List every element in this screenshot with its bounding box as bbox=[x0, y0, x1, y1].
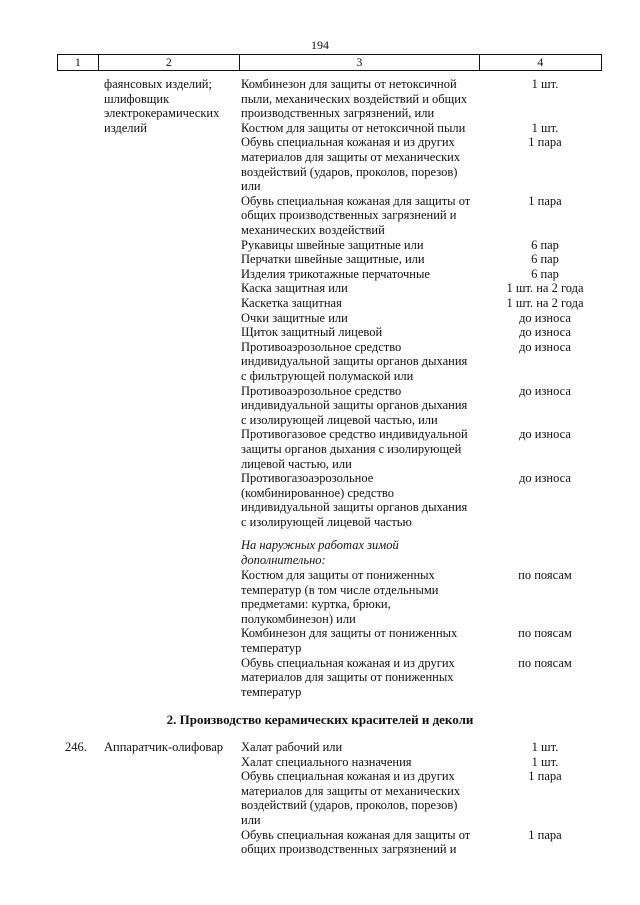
item-description-line: с изолирующей лицевой частью, или bbox=[241, 412, 438, 427]
item-description bbox=[241, 77, 486, 121]
header-col-1: 1 bbox=[58, 55, 99, 70]
item-description-line: материалов для защиты от пониженных bbox=[241, 670, 454, 685]
item-quantity: 1 пара bbox=[528, 827, 562, 842]
item-description-line: Противогазоаэрозольное bbox=[241, 471, 374, 486]
table-header bbox=[57, 54, 602, 71]
item-description-line: Обувь специальная кожаная и из других bbox=[241, 655, 455, 670]
item-description bbox=[241, 121, 486, 136]
item-description-line: Очки защитные или bbox=[241, 310, 348, 325]
item-quantity: до износа bbox=[519, 339, 571, 354]
item-quantity: до износа bbox=[519, 471, 571, 486]
item-quantity: до износа bbox=[519, 427, 571, 442]
item-description-line: общих производственных загрязнений и bbox=[241, 842, 457, 857]
item-description bbox=[241, 340, 486, 384]
item-description bbox=[241, 740, 486, 755]
header-col-2: 2 bbox=[99, 55, 240, 70]
item-description bbox=[241, 384, 486, 428]
item-description-line: Обувь специальная кожаная и из других bbox=[241, 769, 455, 784]
item-description bbox=[241, 252, 486, 267]
item-quantity: 1 шт. bbox=[531, 740, 559, 754]
item-description-line: Противоаэрозольное средство bbox=[241, 383, 402, 398]
item-description-line: Обувь специальная кожаная для защиты от bbox=[241, 193, 471, 208]
item-quantity: 1 шт. bbox=[531, 754, 559, 769]
item-description-line: Перчатки швейные защитные, или bbox=[241, 252, 425, 267]
item-description-line: индивидуальной защиты органов дыхания bbox=[241, 354, 468, 369]
row-number: 246. bbox=[65, 740, 87, 754]
item-quantity: по поясам bbox=[518, 655, 572, 670]
item-description bbox=[241, 281, 486, 296]
item-description-line: Противогазовое средство индивидуальной bbox=[241, 427, 468, 442]
item-description bbox=[241, 238, 486, 253]
header-col-4: 4 bbox=[537, 55, 544, 69]
item-description bbox=[241, 427, 486, 471]
profession-line: изделий bbox=[104, 120, 147, 135]
item-quantity: 6 пар bbox=[531, 237, 559, 252]
item-description-line: Комбинезон для защиты от пониженных bbox=[241, 626, 458, 641]
item-description-line: Халат рабочий или bbox=[241, 740, 343, 754]
profession-line: шлифовщик bbox=[104, 91, 170, 106]
item-description-line: Каска защитная или bbox=[241, 281, 348, 296]
item-description-line: Халат специального назначения bbox=[241, 754, 412, 769]
item-description bbox=[241, 296, 486, 311]
item-description-line: предметами: куртка, брюки, bbox=[241, 597, 391, 612]
item-description-line: индивидуальной защиты органов дыхания bbox=[241, 500, 468, 515]
winter-note bbox=[241, 538, 486, 567]
item-quantity: 1 шт. bbox=[531, 120, 559, 135]
item-quantity: 1 шт. bbox=[531, 77, 559, 91]
item-description bbox=[241, 828, 486, 857]
item-description bbox=[241, 135, 486, 193]
header-col-3: 3 bbox=[240, 55, 480, 70]
item-description-line: защиты органов дыхания с изолирующей bbox=[241, 441, 462, 456]
item-description-line: Обувь специальная кожаная для защиты от bbox=[241, 827, 471, 842]
item-quantity: 1 шт. на 2 года bbox=[506, 281, 584, 296]
item-description bbox=[241, 626, 486, 655]
item-description-line: или bbox=[241, 179, 261, 194]
item-quantity: 1 шт. на 2 года bbox=[506, 296, 584, 310]
item-description-line: температур (в том числе отдельными bbox=[241, 582, 439, 597]
item-description-line: механических воздействий bbox=[241, 222, 385, 237]
section-title: 2. Производство керамических красителей и деколи bbox=[166, 712, 474, 727]
item-quantity: до износа bbox=[519, 325, 571, 340]
item-quantity: по поясам bbox=[518, 626, 572, 641]
item-description-line: (комбинированное) средство bbox=[241, 485, 394, 500]
item-description-line: воздействий (ударов, проколов, порезов) bbox=[241, 164, 458, 179]
item-description-line: Костюм для защиты от пониженных bbox=[241, 568, 435, 582]
item-quantity: 1 пара bbox=[528, 135, 562, 150]
item-description-line: производственных загрязнений, или bbox=[241, 106, 435, 121]
row-profession: Аппаратчик-олифовар bbox=[104, 740, 224, 754]
item-description-line: Рукавицы швейные защитные или bbox=[241, 237, 424, 252]
item-description-line: полукомбинезон) или bbox=[241, 611, 356, 626]
item-description-line: с изолирующей лицевой частью bbox=[241, 514, 412, 529]
item-description-line: Комбинезон для защиты от нетоксичной bbox=[241, 77, 457, 91]
item-description-line: Щиток защитный лицевой bbox=[241, 325, 383, 340]
item-description-line: температур bbox=[241, 684, 302, 699]
item-description-line: индивидуальной защиты органов дыхания bbox=[241, 398, 468, 413]
item-description-line: Каскетка защитная bbox=[241, 296, 342, 310]
profession-line: фаянсовых изделий; bbox=[104, 77, 212, 91]
item-description-line: Противоаэрозольное средство bbox=[241, 339, 402, 354]
item-quantity: 6 пар bbox=[531, 266, 559, 281]
item-description-line: пыли, механических воздействий и общих bbox=[241, 91, 468, 106]
item-description bbox=[241, 311, 486, 326]
item-description-line: общих производственных загрязнений и bbox=[241, 208, 457, 223]
item-description bbox=[241, 769, 486, 827]
item-description bbox=[241, 568, 486, 626]
profession-line: электрокерамических bbox=[104, 106, 220, 121]
item-quantity: до износа bbox=[519, 383, 571, 398]
item-description-line: с фильтрующей полумаской или bbox=[241, 368, 414, 383]
item-description bbox=[241, 471, 486, 529]
item-description-line: материалов для защиты от механических bbox=[241, 149, 461, 164]
item-quantity: до износа bbox=[519, 310, 571, 325]
item-description bbox=[241, 325, 486, 340]
item-description-line: Изделия трикотажные перчаточные bbox=[241, 266, 430, 281]
item-description-line: Обувь специальная кожаная и из других bbox=[241, 135, 455, 150]
item-description-line: температур bbox=[241, 640, 302, 655]
item-description-line: лицевой частью, или bbox=[241, 456, 352, 471]
item-description bbox=[241, 755, 486, 770]
item-quantity: 6 пар bbox=[531, 252, 559, 267]
item-description bbox=[241, 194, 486, 238]
item-description-line: материалов для защиты от механических bbox=[241, 783, 461, 798]
item-quantity: 1 пара bbox=[528, 769, 562, 784]
item-description-line: или bbox=[241, 812, 261, 827]
item-description bbox=[241, 656, 486, 700]
item-description-line: воздействий (ударов, проколов, порезов) bbox=[241, 798, 458, 813]
item-description-line: Костюм для защиты от нетоксичной пыли bbox=[241, 120, 466, 135]
item-description bbox=[241, 267, 486, 282]
winter-note-line: дополнительно: bbox=[241, 552, 326, 567]
page-number: 194 bbox=[311, 38, 329, 52]
winter-note-line: На наружных работах зимой bbox=[241, 538, 399, 552]
item-quantity: 1 пара bbox=[528, 193, 562, 208]
item-quantity: по поясам bbox=[518, 568, 572, 582]
profession-continued bbox=[104, 77, 239, 135]
